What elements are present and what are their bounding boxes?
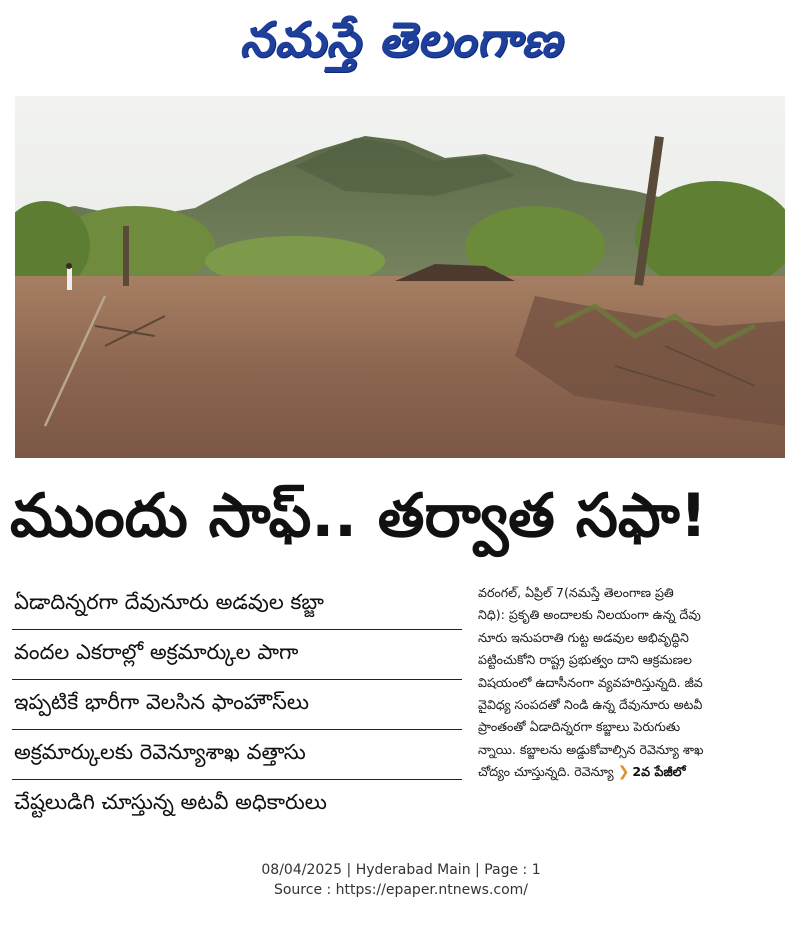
highlights-list xyxy=(12,580,462,829)
highlight-item: అక్రమార్కులకు రెవెన్యూశాఖ వత్తాసు xyxy=(12,730,462,780)
headline xyxy=(10,470,792,562)
highlight-item: ఇప్పటికే భారీగా వెలసిన ఫాంహౌస్‌లు xyxy=(12,680,462,730)
newspaper-title: నమస్తే తెలంగాణ xyxy=(239,12,563,68)
masthead xyxy=(0,0,802,92)
article-line: విషయంలో ఉదాసీనంగా వ్యవహరిస్తున్నది. జీవ xyxy=(478,674,703,690)
article-line: వైవిధ్య సంపదతో నిండి ఉన్న దేవునూరు అటవీ xyxy=(478,696,703,712)
footer-dateline: 08/04/2025 | Hyderabad Main | Page : 1 xyxy=(261,862,541,878)
article-line: నిధి): ప్రకృతి అందాలకు నిలయంగా ఉన్న దేవు xyxy=(478,607,701,623)
article-line: వరంగల్‌, ఏప్రిల్‌ 7(నమస్తే తెలంగాణ ప్రతి xyxy=(478,585,674,600)
article-line: న్నాయి. కబ్జాలను అడ్డుకోవాల్సిన రెవెన్యూ శాఖ xyxy=(478,741,704,757)
article-line: ప్రాంతంతో ఏడాదిన్నరగా కబ్జాలు పెరుగుతు xyxy=(478,719,681,735)
article-body xyxy=(478,582,790,784)
footer xyxy=(0,860,802,900)
headline-text: ముందు సాఫ్.. తర్వాత సఫా! xyxy=(10,481,708,551)
article-last-line xyxy=(478,761,790,783)
footer-source: Source : https://epaper.ntnews.com/ xyxy=(273,882,529,898)
continued-link[interactable] xyxy=(618,761,686,783)
highlight-item: ఏడాదిన్నరగా దేవునూరు అడవుల కబ్జా xyxy=(12,580,462,630)
highlight-item: వందల ఎకరాల్లో అక్రమార్కుల పాగా xyxy=(12,630,462,680)
article-line-text: చోద్యం చూస్తున్నది. రెవెన్యూ xyxy=(478,764,614,780)
news-photo xyxy=(15,96,785,458)
article-line: నూరు ఇనుపరాతి గుట్ట అడవుల అభివృద్ధిని xyxy=(478,629,689,645)
chevron-right-icon: ❯ xyxy=(617,764,630,781)
highlight-item: చేష్టలుడిగి చూస్తున్న అటవీ అధికారులు xyxy=(14,789,327,814)
article-line: పట్టించుకోని రాష్ట్ర ప్రభుత్వం దాని ఆక్రమణల xyxy=(478,652,692,668)
continued-label: 2వ పేజీలో xyxy=(632,764,686,780)
